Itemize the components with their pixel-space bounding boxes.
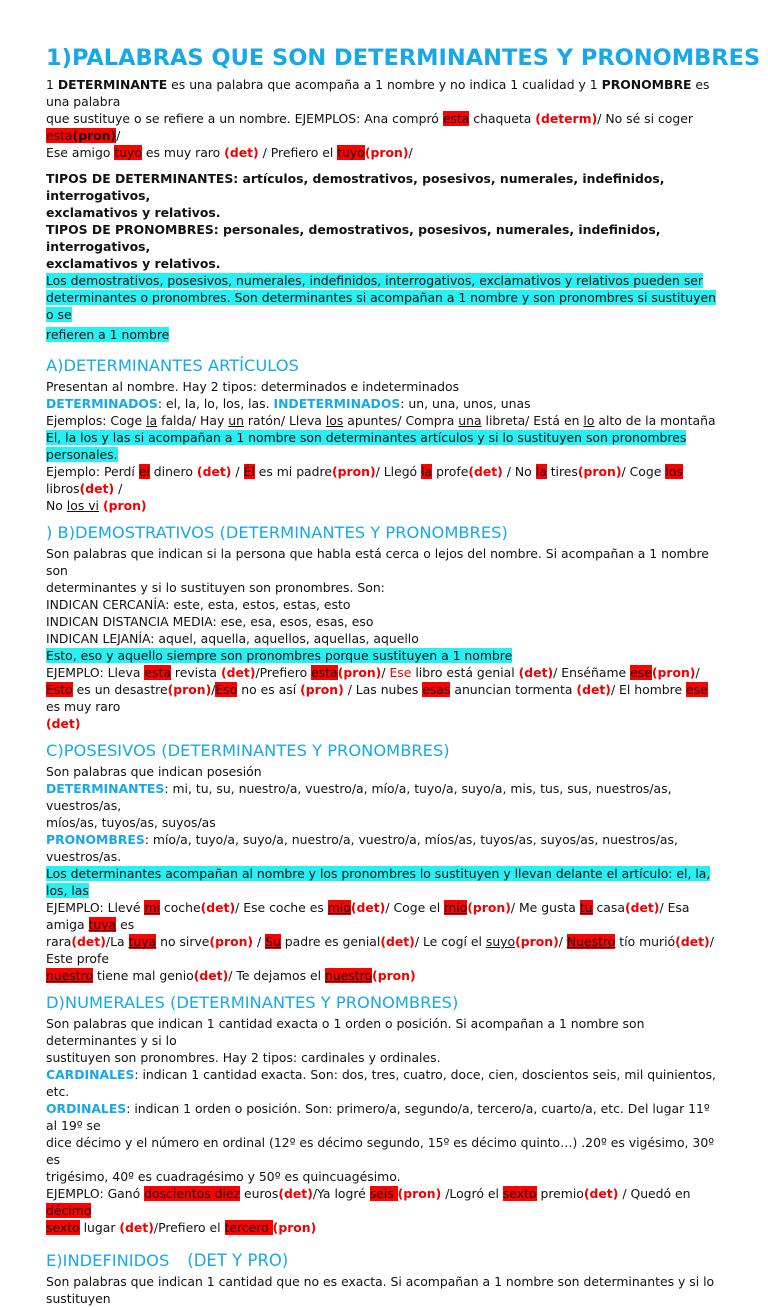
posesivos-note: Los determinantes acompañan al nombre y los pronombres lo sustituyen y llevan delante el artículo: el, la, los, las	[46, 866, 711, 898]
numerales-ordinales-3: trigésimo, 40º es cuadragésimo y 50º es quincuagésimo.	[46, 1169, 401, 1184]
demostrativos-ejemplo-2: Esto es un desastre(pron)/Eso no es así (pron) / Las nubes esas anuncian tormenta (det)/ El hombre ese es muy raro	[46, 682, 708, 714]
tipos-determinantes-2: exclamativos y relativos.	[46, 205, 221, 220]
demostrativos-ejemplo-3: (det)	[46, 716, 81, 731]
posesivos-determinantes: DETERMINANTES: mi, tu, su, nuestro/a, vuestro/a, mío/a, tuyo/a, suyo/a, mis, tus, sus, nuestros/as, vuestros/as,	[46, 781, 672, 813]
tipos-determinantes: TIPOS DE DETERMINANTES: artículos, demostrativos, posesivos, numerales, indefinidos, interrogativos,	[46, 171, 665, 203]
posesivos-ejemplo-3: nuestro tiene mal genio(det)/ Te dejamos el nuestro(pron)	[46, 968, 416, 983]
numerales-ejemplo-1: EJEMPLO: Ganó doscientos diez euros(det)/Ya logré seis (pron) /Logró el sexto premio(det) / Quedó en décimo	[46, 1186, 691, 1218]
posesivos-determinantes-2: míos/as, tuyos/as, suyos/as	[46, 815, 216, 830]
articulos-types: DETERMINADOS: el, la, lo, los, las. INDETERMINADOS: un, una, unos, unas	[46, 396, 531, 411]
spacer	[46, 161, 724, 170]
tipos-note-3: refieren a 1 nombre	[46, 327, 170, 342]
numerales-ordinales: ORDINALES: indican 1 orden o posición. Son: primero/a, segundo/a, tercero/a, cuarto/a, etc. Del lugar 11º al 19º se	[46, 1101, 710, 1133]
heading-demostrativos: ) B)DEMOSTRATIVOS (DETERMINANTES Y PRONOMBRES)	[46, 523, 508, 542]
articulos-note: El, la los y las si acompañan a 1 nombre son determinantes artículos y si lo sustituyen son pronombres personales.	[46, 430, 687, 462]
numerales-cardinales: CARDINALES: indican 1 cantidad exacta. Son: dos, tres, cuatro, doce, cien, doscientos seis, mil quinientos, etc.	[46, 1067, 716, 1099]
tipos-note-1: Los demostrativos, posesivos, numerales, indefinidos, interrogativos, exclamativos y relativos pueden ser	[46, 273, 704, 288]
indefinidos-p1: Son palabras que indican 1 cantidad que no es exacta. Si acompañan a 1 nombre son determinantes y si lo sustituyen	[46, 1274, 715, 1306]
demostrativos-p2: determinantes y si lo sustituyen son pronombres. Son:	[46, 580, 385, 595]
posesivos-pronombres: PRONOMBRES: mío/a, tuyo/a, suyo/a, nuestro/a, vuestro/a, míos/as, tuyos/as, suyos/as, nuestros/as, vuestros/as.	[46, 832, 678, 864]
articulos-examples-2: Ejemplo: Perdí el dinero (det) / Él es mi padre(pron)/ Llegó la profe(det) / No la tires(pron)/ Coge los libros(det) /	[46, 464, 683, 496]
articulos-intro: Presentan al nombre. Hay 2 tipos: determinados e indeterminados	[46, 379, 460, 394]
posesivos-intro: Son palabras que indican posesión	[46, 764, 262, 779]
demostrativos-cercania: INDICAN CERCANÍA: este, esta, estos, estas, esto	[46, 597, 351, 612]
numerales-ejemplo-2: sexto lugar (det)/Prefiero el tercero (pron)	[46, 1220, 317, 1235]
articulos-examples-1: Ejemplos: Coge la falda/ Hay un ratón/ Lleva los apuntes/ Compra una libreta/ Está en lo alto de la montaña	[46, 413, 716, 428]
heading-articulos: A)DETERMINANTES ARTÍCULOS	[46, 356, 299, 375]
demostrativos-media: INDICAN DISTANCIA MEDIA: ese, esa, esos, esas, eso	[46, 614, 374, 629]
tipos-pronombres-2: exclamativos y relativos.	[46, 256, 221, 271]
numerales-ordinales-2: dice décimo y el número en ordinal (12º es décimo segundo, 15º es décimo quinto…) .20º es vigésimo, 30º es	[46, 1135, 715, 1167]
tipos-note-2: determinantes o pronombres. Son determinantes si acompañan a 1 nombre y son pronombres si sustituyen o se	[46, 290, 716, 322]
posesivos-ejemplo-2: rara(det)/La tuya no sirve(pron) / Su padre es genial(det)/ Le cogí el suyo(pron)/ Nuestro tío murió(det)/ Este profe	[46, 934, 714, 966]
intro-line-3: Ese amigo tuyo es muy raro (det) / Prefiero el tuyo(pron)/	[46, 145, 413, 160]
demostrativos-p1: Son palabras que indican si la persona que habla está cerca o lejos del nombre. Si acompañan a 1 nombre son	[46, 546, 709, 578]
heading-numerales: D)NUMERALES (DETERMINANTES Y PRONOMBRES)	[46, 993, 459, 1012]
page-title: 1)PALABRAS QUE SON DETERMINANTES Y PRONOMBRES	[46, 45, 761, 71]
demostrativos-ejemplo-1: EJEMPLO: Lleva esta revista (det)/Prefiero esta(pron)/ Ese libro está genial (det)/ Enséñame ese(pron)/	[46, 665, 700, 680]
demostrativos-lejania: INDICAN LEJANÍA: aquel, aquella, aquellos, aquellas, aquello	[46, 631, 419, 646]
articulos-examples-3: No los vi (pron)	[46, 498, 147, 513]
intro-line-2: que sustituye o se refiere a un nombre. EJEMPLOS: Ana compró esta chaqueta (determ)/ No sé si coger esta(pron)/	[46, 111, 693, 143]
heading-indefinidos: E)INDEFINIDOS (DET Y PRO)	[46, 1251, 289, 1270]
heading-posesivos: C)POSESIVOS (DETERMINANTES Y PRONOMBRES)	[46, 741, 450, 760]
posesivos-ejemplo-1: EJEMPLO: Llevé mi coche(det)/ Ese coche es mío(det)/ Coge el mío(pron)/ Me gusta tu casa(det)/ Esa amiga tuya es	[46, 900, 690, 932]
numerales-p2: sustituyen son pronombres. Hay 2 tipos: cardinales y ordinales.	[46, 1050, 441, 1065]
numerales-p1: Son palabras que indican 1 cantidad exacta o 1 orden o posición. Si acompañan a 1 nombre son determinantes y si lo	[46, 1016, 645, 1048]
tipos-pronombres: TIPOS DE PRONOMBRES: personales, demostrativos, posesivos, numerales, indefinidos, interrogativos,	[46, 222, 661, 254]
intro-line-1: 1 DETERMINANTE es una palabra que acompaña a 1 nombre y no indica 1 cualidad y 1 PRONOMBRE es una palabra	[46, 77, 710, 109]
demostrativos-note: Esto, eso y aquello siempre son pronombres porque sustituyen a 1 nombre	[46, 648, 513, 663]
